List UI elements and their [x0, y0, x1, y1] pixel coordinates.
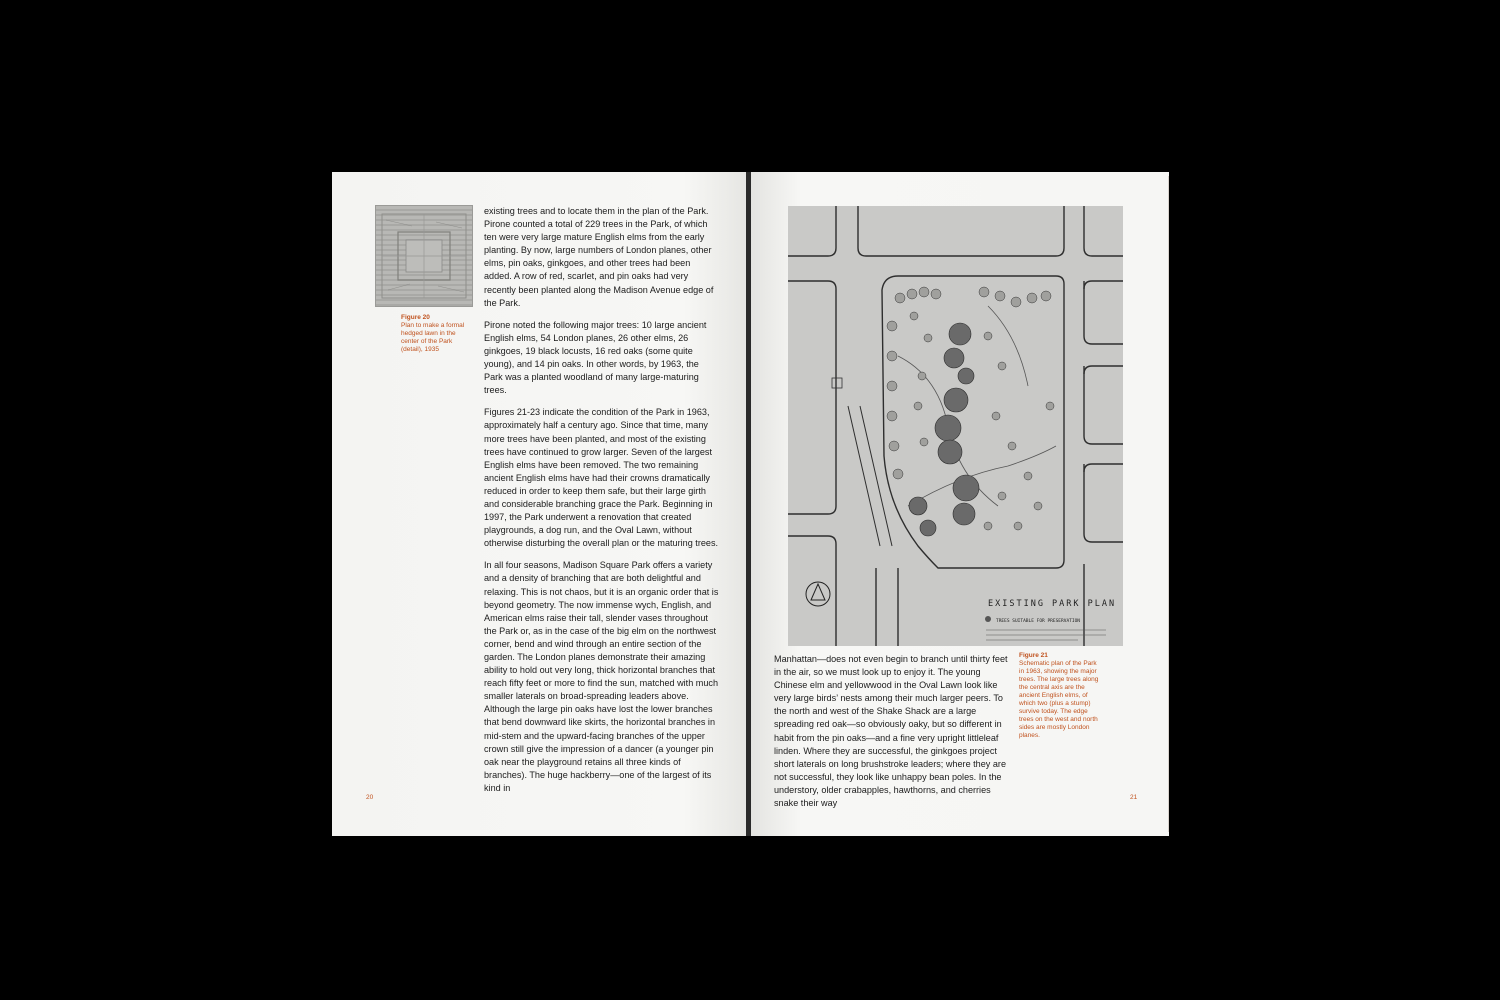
paragraph: Pirone noted the following major trees: 10 large ancient English elms, 54 London planes, 26 other elms, 26 ginkgoes, 19 black locusts, 16 red oaks (some quite young), and 14 pin oaks. In other words, by 1963, the Park was a planted woodland of many large-maturing trees.: [484, 319, 707, 396]
page-edge: [1168, 176, 1169, 832]
figure-20-caption: [401, 314, 471, 354]
paragraph: Figures 21-23 indicate the condition of the Park in 1963, approximately half a century ago. Since that time, many more trees have been planted, and most of the existing trees have continued to grow larger. Seven of the largest English elms have been removed. The two remaining ancient English elms have had their crowns dramatically reduced in order to keep them safe, but their large girth and considerable branching grace the Park. Beginning in 1997, the Park underwent a renovation that created playgrounds, a dog run, and the Oval Lawn, without otherwise disturbing the overall plan or the maturing trees.: [484, 407, 719, 549]
figure-21-park-plan: [788, 206, 1123, 646]
page-number-left: 20: [366, 794, 374, 801]
paragraph: In all four seasons, Madison Square Park offers a variety and a density of branching that are both delightful and relaxing. This is not chaos, but it is an organic order that is beyond geometry. The now immense wych, English, and American elms raise their tall, slender vases throughout the Park or, as in the case of the big elm on the northwest corner, bend and wind through an entire section of the garden. The London planes demonstrate their amazing ability to hold out very long, thick horizontal branches that reach fifty feet or more to find the sun, matched with much smaller laterals on broad-spreading leaders above. Although the large pin oaks have lost the lower branches that bend downward like skirts, the horizontal branches in mid-stem and the upward-facing branches of the upper crown still give the impression of a dancer (a younger pin oak near the playground retains all three kinds of branches). The huge hackberry—one of the largest of its kind in: [484, 560, 719, 793]
figure-20-caption-text: Plan to make a formal hedged lawn in the center of the Park (detail), 1935: [401, 322, 465, 353]
right-body-text: [774, 653, 1010, 810]
book-spread: [332, 172, 1169, 836]
left-body-text: [484, 205, 720, 804]
paragraph: Manhattan—does not even begin to branch until thirty feet in the air, so we must look up to enjoy it. The young Chinese elm and yellowwood in the Oval Lawn look like very large birds’ nests among their much larger peers. To the north and west of the Shake Shack are a large spreading red oak—so obviously oaky, but so different in habit from the pin oaks—and a fine very upright littleleaf linden. Where they are successful, the ginkgoes project short laterals on long brushstroke leaders; where they are not successful, they look like unhappy bean poles. In the understory, older crabapples, hawthorns, and cherries snake their way: [774, 654, 1008, 809]
plan-title: EXISTING PARK PLAN: [988, 599, 1117, 609]
figure-20-image: [375, 205, 473, 307]
figure-21-caption-text: Schematic plan of the Park in 1963, showing the major trees. The large trees along the central axis are the ancient English elms, of which two (plus a stump) survive today. The edge trees on the west and north sides are mostly London planes.: [1019, 660, 1099, 739]
paragraph: existing trees and to locate them in the plan of the Park. Pirone counted a total of 229 trees in the Park, of which ten were very large mature English elms from the early planting. By now, large numbers of London planes, other elms, pin oaks, ginkgoes, and other trees had been added. A row of red, scarlet, and pin oaks had very recently been planted along the Madison Avenue edge of the Park.: [484, 206, 714, 308]
page-number-right: 21: [1130, 794, 1138, 801]
figure-21-number: Figure 21: [1019, 652, 1048, 659]
plan-legend: TREES SUITABLE FOR PRESERVATION: [996, 619, 1080, 624]
figure-20-number: Figure 20: [401, 314, 430, 321]
left-page: [332, 172, 746, 836]
right-page: [751, 172, 1169, 836]
figure-21-caption: [1019, 652, 1103, 740]
